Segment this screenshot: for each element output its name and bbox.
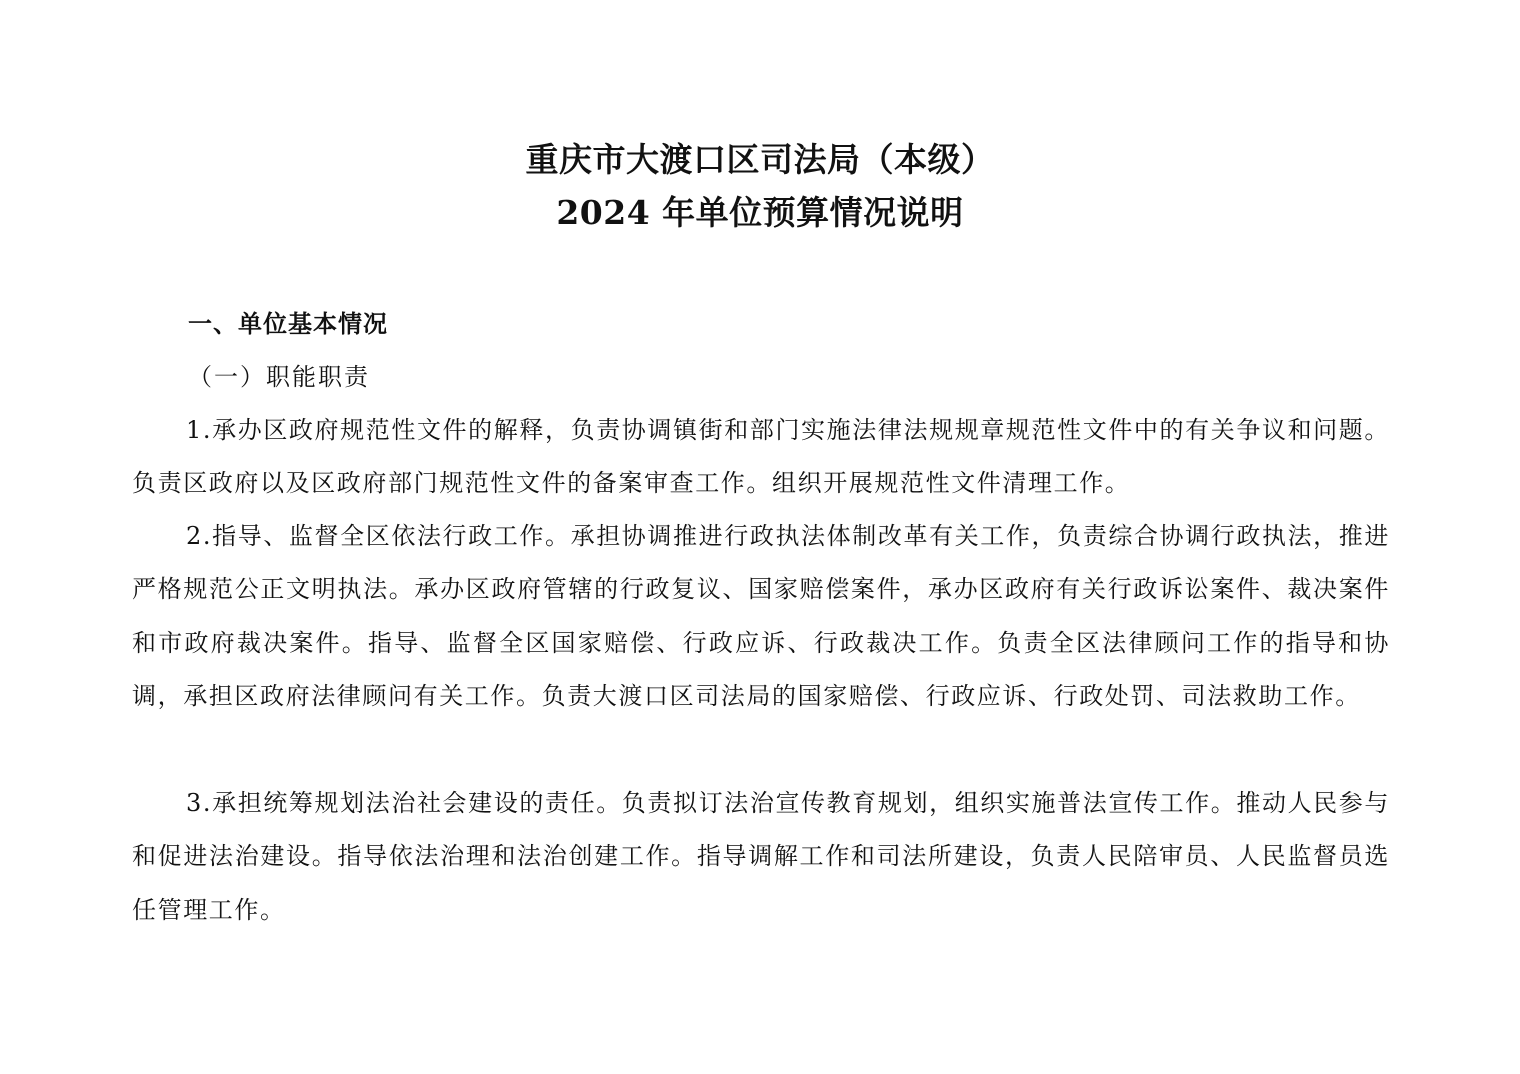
document-title-line1: 重庆市大渡口区司法局（本级） [525, 140, 995, 179]
paragraph-duty-1: 1.承办区政府规范性文件的解释，负责协调镇街和部门实施法律法规规章规范性文件中的有关争议和问题。负责区政府以及区政府部门规范性文件的备案审查工作。组织开展规范性文件清理工作。 [132, 416, 1390, 498]
paragraph-duty-3: 3.承担统筹规划法治社会建设的责任。负责拟订法治宣传教育规划，组织实施普法宣传工作。推动人民参与和促进法治建设。指导依法治理和法治创建工作。指导调解工作和司法所建设，负责人民陪审员、人民监督员选任管理工作。 [132, 789, 1390, 924]
document-title-line2: 2024 年单位预算情况说明 [556, 193, 964, 232]
subsection-heading-duties: （一）职能职责 [188, 363, 370, 391]
section-heading-basic-info: 一、单位基本情况 [188, 310, 388, 338]
paragraph-duty-2: 2.指导、监督全区依法行政工作。承担协调推进行政执法体制改革有关工作，负责综合协调行政执法，推进严格规范公正文明执法。承办区政府管辖的行政复议、国家赔偿案件，承办区政府有关行政诉讼案件、裁决案件和市政府裁决案件。指导、监督全区国家赔偿、行政应诉、行政裁决工作。负责全区法律顾问工作的指导和协调，承担区政府法律顾问有关工作。负责大渡口区司法局的国家赔偿、行政应诉、行政处罚、司法救助工作。 [132, 522, 1390, 710]
